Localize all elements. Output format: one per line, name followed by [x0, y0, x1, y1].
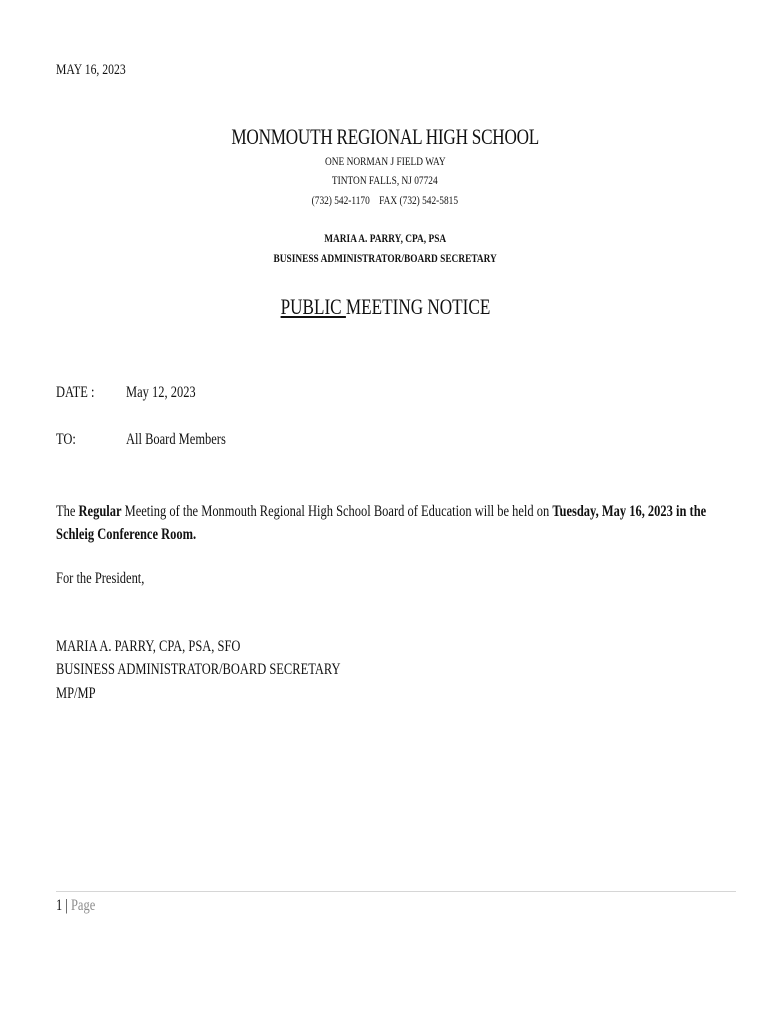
- address-line-2: TINTON FALLS, NJ 07724: [332, 173, 438, 187]
- notice-title-rest: MEETING NOTICE: [345, 294, 490, 319]
- date-value: May 12, 2023: [126, 384, 196, 401]
- meeting-announcement: The Regular Meeting of the Monmouth Regional High School Board of Education will be held on Tuesday, May 16, 2023 in the Schleig Conference Room.: [56, 503, 707, 543]
- page-footer: 1 | Page: [56, 897, 96, 914]
- address-line-1: ONE NORMAN J FIELD WAY: [324, 154, 446, 168]
- to-label: TO:: [56, 431, 76, 448]
- admin-title: BUSINESS ADMINISTRATOR/BOARD SECRETARY: [273, 251, 497, 265]
- page-number: 1: [56, 897, 63, 914]
- signature-title: BUSINESS ADMINISTRATOR/BOARD SECRETARY: [56, 661, 341, 678]
- page-word: Page: [70, 897, 96, 914]
- footer-divider: [56, 891, 736, 892]
- school-name: MONMOUTH REGIONAL HIGH SCHOOL: [231, 124, 539, 149]
- to-value: All Board Members: [126, 431, 226, 448]
- phone-fax: (732) 542-1170 FAX (732) 542-5815: [311, 193, 459, 207]
- meeting-date-location: Tuesday, May 16, 2023 in the Schleig Conference Room.: [56, 503, 707, 543]
- letter-date: MAY 16, 2023: [56, 62, 126, 78]
- signature-initials: MP/MP: [56, 685, 96, 702]
- date-label: DATE :: [56, 384, 95, 401]
- closing-line: For the President,: [56, 570, 145, 587]
- meeting-type: Regular: [78, 503, 122, 520]
- signature-name: MARIA A. PARRY, CPA, PSA, SFO: [56, 638, 241, 655]
- admin-name: MARIA A. PARRY, CPA, PSA: [324, 231, 446, 245]
- notice-title-underlined: PUBLIC: [280, 294, 346, 319]
- notice-title: [0, 294, 770, 320]
